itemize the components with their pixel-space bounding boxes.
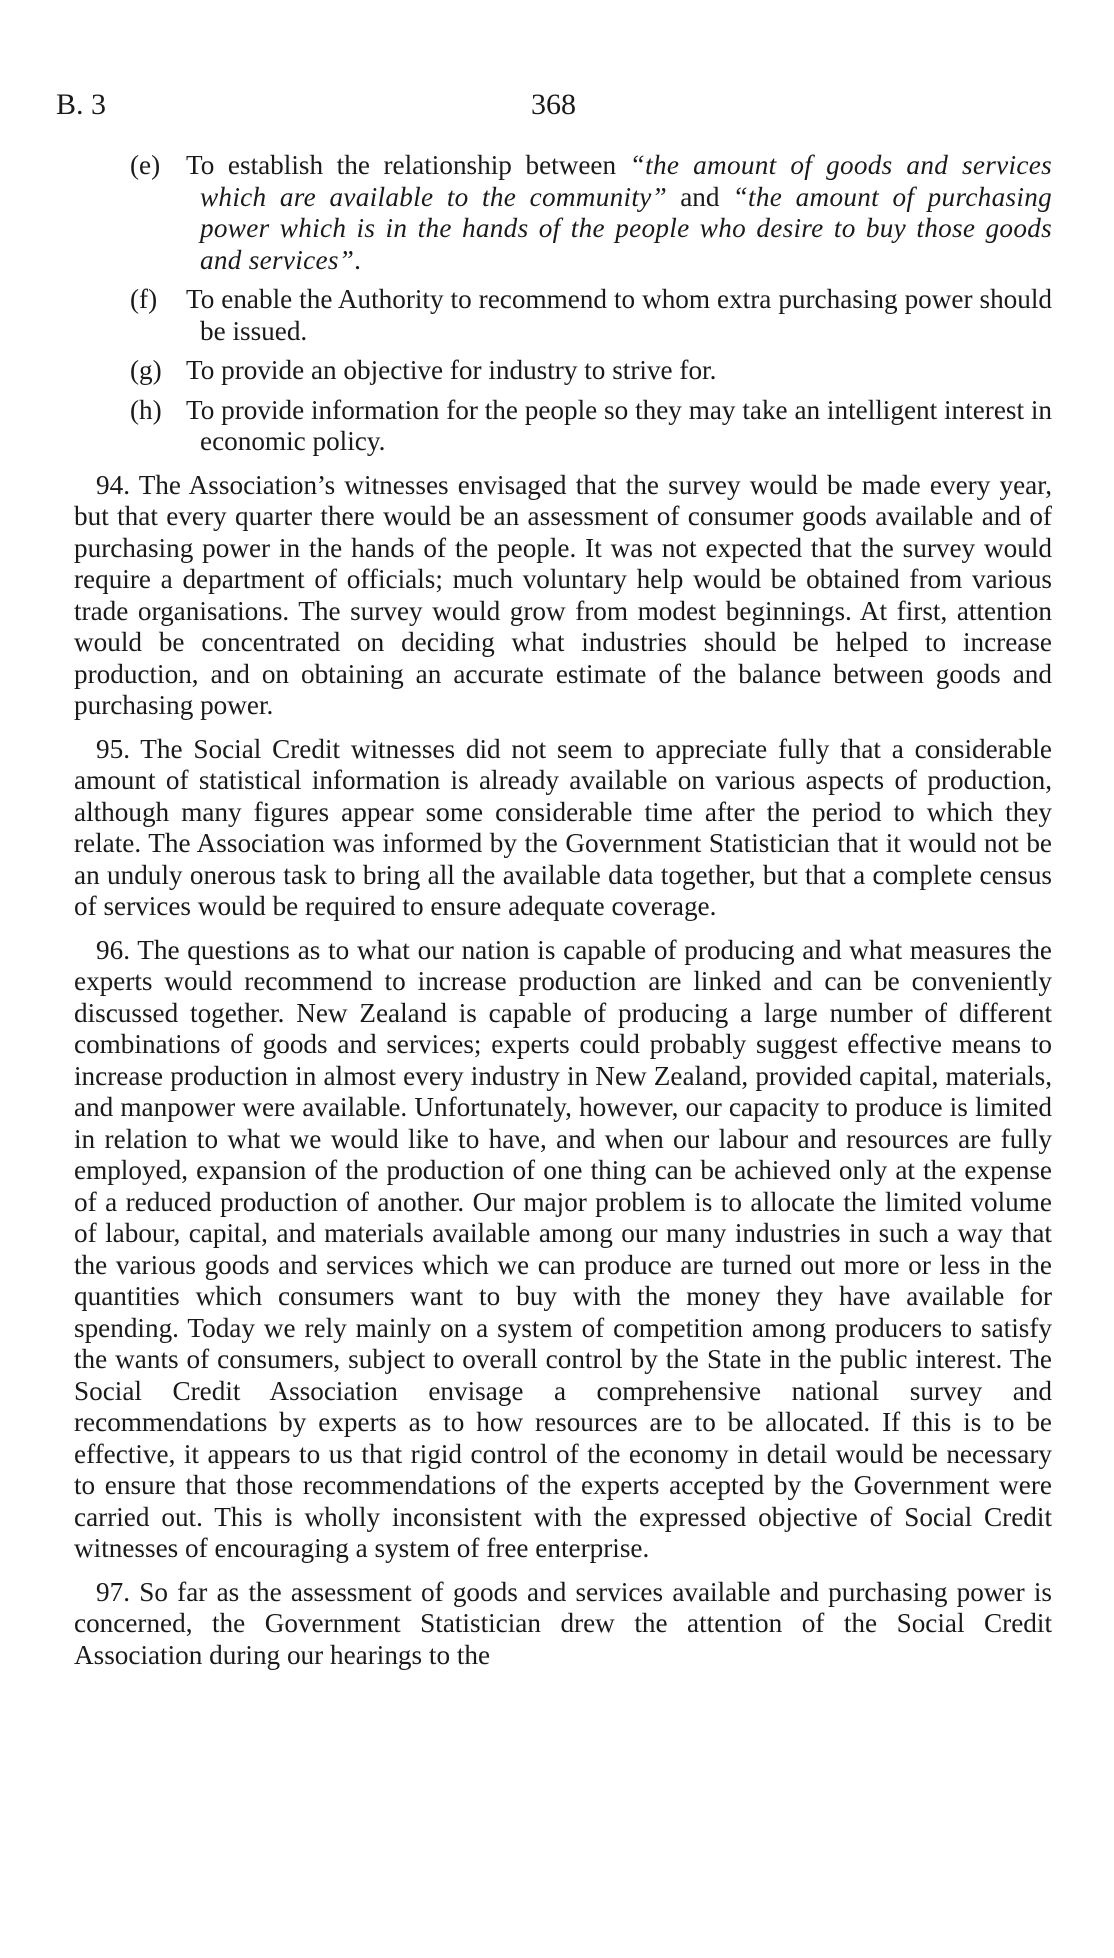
list-item-text: .: [354, 244, 361, 275]
list-item-text: To provide information for the people so they may take an intelligent interest in economic policy.: [186, 394, 1052, 456]
list-item-text: To enable the Authority to recommend to whom extra purchasing power should be issued.: [186, 284, 1052, 346]
list-item-text: To provide an objective for industry to strive for.: [186, 355, 717, 385]
paragraph-text: So far as the assessment of goods and services available and purchasing power is concerned, the Government Statistician drew the attention of the Social Credit Association during our hearings to the: [74, 1576, 1052, 1670]
paragraph-text: The questions as to what our nation is capable of producing and what measures the experts would recommend to increase production are linked and can be conveniently discussed together. New Zealand is capable of producing a large number of different combinations of goods and services; experts could probably suggest effective means to increase production in almost every industry in New Zealand, provided capital, materials, and manpower were available. Unfortunately, however, our capacity to produce is limited in relation to what we would like to have, and when our labour and resources are fully employed, expansion of the production of one thing can be achieved only at the expense of a reduced production of another. Our major problem is to allocate the limited volume of labour, capital, and materials available among our many industries in such a way that the various goods and services which we can produce are turned out more or less in the quantities which consumers want to buy with the money they have available for spending. Today we rely mainly on a system of competition among producers to satisfy the wants of consumers, subject to overall control by the State in the public interest. The Social Credit Association envisage a comprehensive national survey and recommendations by experts as to how resources are to be allocated. If this is to be effective, it appears to us that rigid control of the economy in detail would be necessary to ensure that those recommendations of the experts accepted by the Government were carried out. This is wholly inconsistent with the expressed objective of Social Credit witnesses of encouraging a system of free enterprise.: [74, 934, 1052, 1563]
list-item-text: and: [667, 181, 733, 212]
list-item-g: [74, 355, 1052, 387]
paragraph-95: [74, 734, 1052, 923]
page-header: [56, 88, 1058, 128]
list-item-letter: (e): [130, 150, 161, 180]
paragraph-text: The Social Credit witnesses did not seem to appreciate fully that a considerable amount of statistical information is already available on various aspects of production, although many figures appear some considerable time after the period to which they relate. The Association was informed by the Government Statistician that it would not be an unduly onerous task to bring all the available data together, but that a complete census of services would be required to ensure adequate coverage.: [74, 733, 1052, 921]
paragraph-number: 96.: [96, 934, 130, 965]
paragraph-text: The Association’s witnesses envisaged that the survey would be made every year, but that every quarter there would be an assessment of consumer goods available and of purchasing power in the hands of the people. It was not expected that the survey would require a department of officials; much voluntary help would be obtained from various trade organisations. The survey would grow from modest beginnings. At first, attention would be concentrated on deciding what industries should be helped to increase production, and on obtaining an accurate estimate of the balance between goods and purchasing power.: [74, 469, 1052, 720]
list-item-f: [74, 284, 1052, 347]
paragraph-96: [74, 935, 1052, 1565]
paragraph-number: 95.: [96, 733, 130, 764]
paragraph-number: 94.: [96, 469, 130, 500]
list-item-h: [74, 395, 1052, 458]
list-item-letter: (f): [130, 284, 158, 314]
quoted-phrase: “the amount of goods and services which are available to the community”: [200, 150, 1052, 212]
paragraph-number: 97.: [96, 1576, 130, 1607]
quoted-phrase: “the amount of purchasing power which is in the hands of the people who desire to buy those goods and services”: [200, 181, 1052, 275]
paragraph-97: [74, 1577, 1052, 1672]
list-item-text: To establish the relationship between: [186, 150, 630, 180]
paragraph-94: [74, 470, 1052, 722]
page-number: 368: [531, 88, 576, 121]
list-item-e: [74, 150, 1052, 276]
page-body: [74, 150, 1052, 1671]
list-item-letter: (g): [130, 355, 162, 385]
document-reference: B. 3: [56, 88, 107, 121]
list-item-letter: (h): [130, 394, 162, 425]
